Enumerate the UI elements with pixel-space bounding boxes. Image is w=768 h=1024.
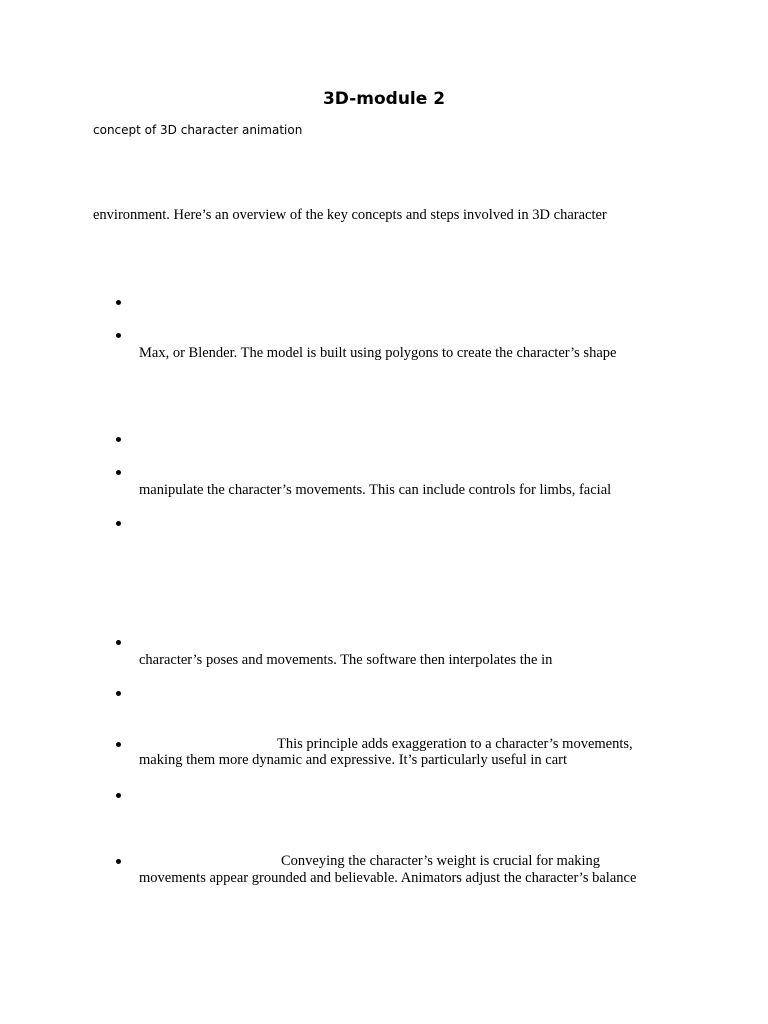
weight-line-1: Conveying the character’s weight is crucial for making: [281, 853, 601, 869]
squash-line-2: making them more dynamic and expressive. It’s particularly useful in cart: [139, 752, 568, 768]
bullet-4: [115, 469, 123, 477]
bullet-8: [115, 741, 123, 749]
bullet-5: [115, 520, 123, 528]
bullet-2: [115, 332, 123, 340]
bullet-7: [115, 690, 123, 698]
squash-line-1: This principle adds exaggeration to a character’s movements,: [277, 736, 633, 752]
bullet-3: [115, 436, 123, 444]
bullet-9: [115, 792, 123, 800]
bullet-1: [115, 299, 123, 307]
intro-line: environment. Here’s an overview of the key concepts and steps involved in 3D character: [93, 207, 607, 223]
bullet-6: [115, 639, 123, 647]
document-subtitle: concept of 3D character animation: [93, 123, 303, 137]
document-title: 3D-module 2: [322, 89, 446, 109]
keyframe-line: character’s poses and movements. The software then interpolates the in: [139, 652, 553, 668]
rigging-line: manipulate the character’s movements. This can include controls for limbs, facial: [139, 482, 612, 498]
modeling-line: Max, or Blender. The model is built using polygons to create the character’s shape: [139, 345, 617, 361]
weight-line-2: movements appear grounded and believable. Animators adjust the character’s balance: [139, 870, 637, 886]
bullet-10: [115, 858, 123, 866]
